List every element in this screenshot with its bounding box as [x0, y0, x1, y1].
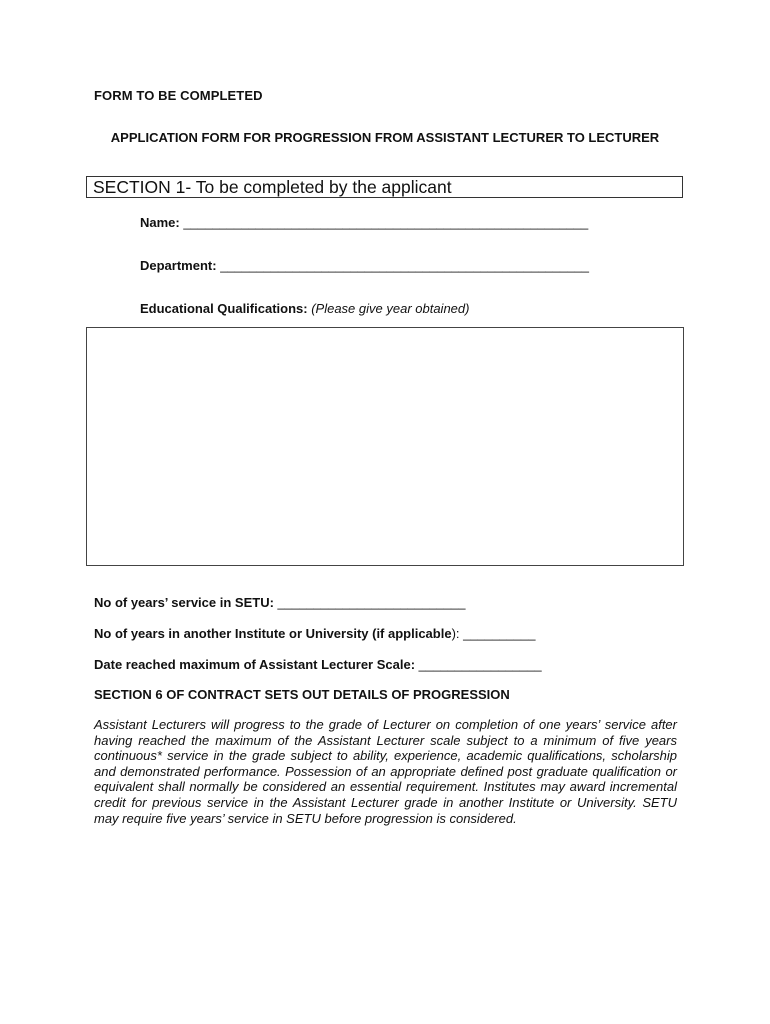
name-field[interactable] [140, 215, 588, 230]
other-institute-service-field[interactable] [94, 626, 535, 641]
max-scale-date-label: Date reached maximum of Assistant Lecturer Scale: [94, 657, 416, 672]
qualifications-input-box[interactable] [86, 327, 684, 566]
other-institute-label: No of years in another Institute or University (if applicable [94, 626, 452, 641]
form-heading: FORM TO BE COMPLETED [94, 88, 263, 103]
other-institute-label-close: ): [451, 626, 460, 641]
department-blank-line[interactable]: ___________________________________________________ [220, 258, 589, 273]
section-1-header: SECTION 1- To be completed by the applicant [86, 176, 683, 198]
qualifications-label: Educational Qualifications: [140, 301, 308, 316]
name-label: Name: [140, 215, 180, 230]
section-6-heading: SECTION 6 OF CONTRACT SETS OUT DETAILS OF PROGRESSION [94, 687, 510, 702]
other-institute-blank-line[interactable]: __________ [463, 626, 536, 641]
setu-service-field[interactable] [94, 595, 466, 610]
name-blank-line[interactable]: ________________________________________________________ [183, 215, 589, 230]
qualifications-field-label [140, 301, 469, 316]
form-title: APPLICATION FORM FOR PROGRESSION FROM ASSISTANT LECTURER TO LECTURER [110, 130, 660, 145]
qualifications-hint: (Please give year obtained) [311, 301, 470, 316]
setu-service-blank-line[interactable]: __________________________ [277, 595, 466, 610]
department-field[interactable] [140, 258, 589, 273]
max-scale-date-blank-line[interactable]: _________________ [418, 657, 542, 672]
progression-paragraph: Assistant Lecturers will progress to the grade of Lecturer on completion of one years’ service after having reached the maximum of the Assistant Lecturer scale subject to a minimum of five years continuous* service in the grade subject to ability, experience, academic qualifications, scholarship and demonstrated performance. Possession of an appropriate defined post graduate qualification or equivalent shall normally be considered an essential requirement. Institutes may award incremental credit for previous service in the Assistant Lecturer grade in another Institute or University. SETU may require five years’ service in SETU before progression is considered. [94, 717, 677, 826]
max-scale-date-field[interactable] [94, 657, 542, 672]
department-label: Department: [140, 258, 217, 273]
setu-service-label: No of years’ service in SETU: [94, 595, 274, 610]
